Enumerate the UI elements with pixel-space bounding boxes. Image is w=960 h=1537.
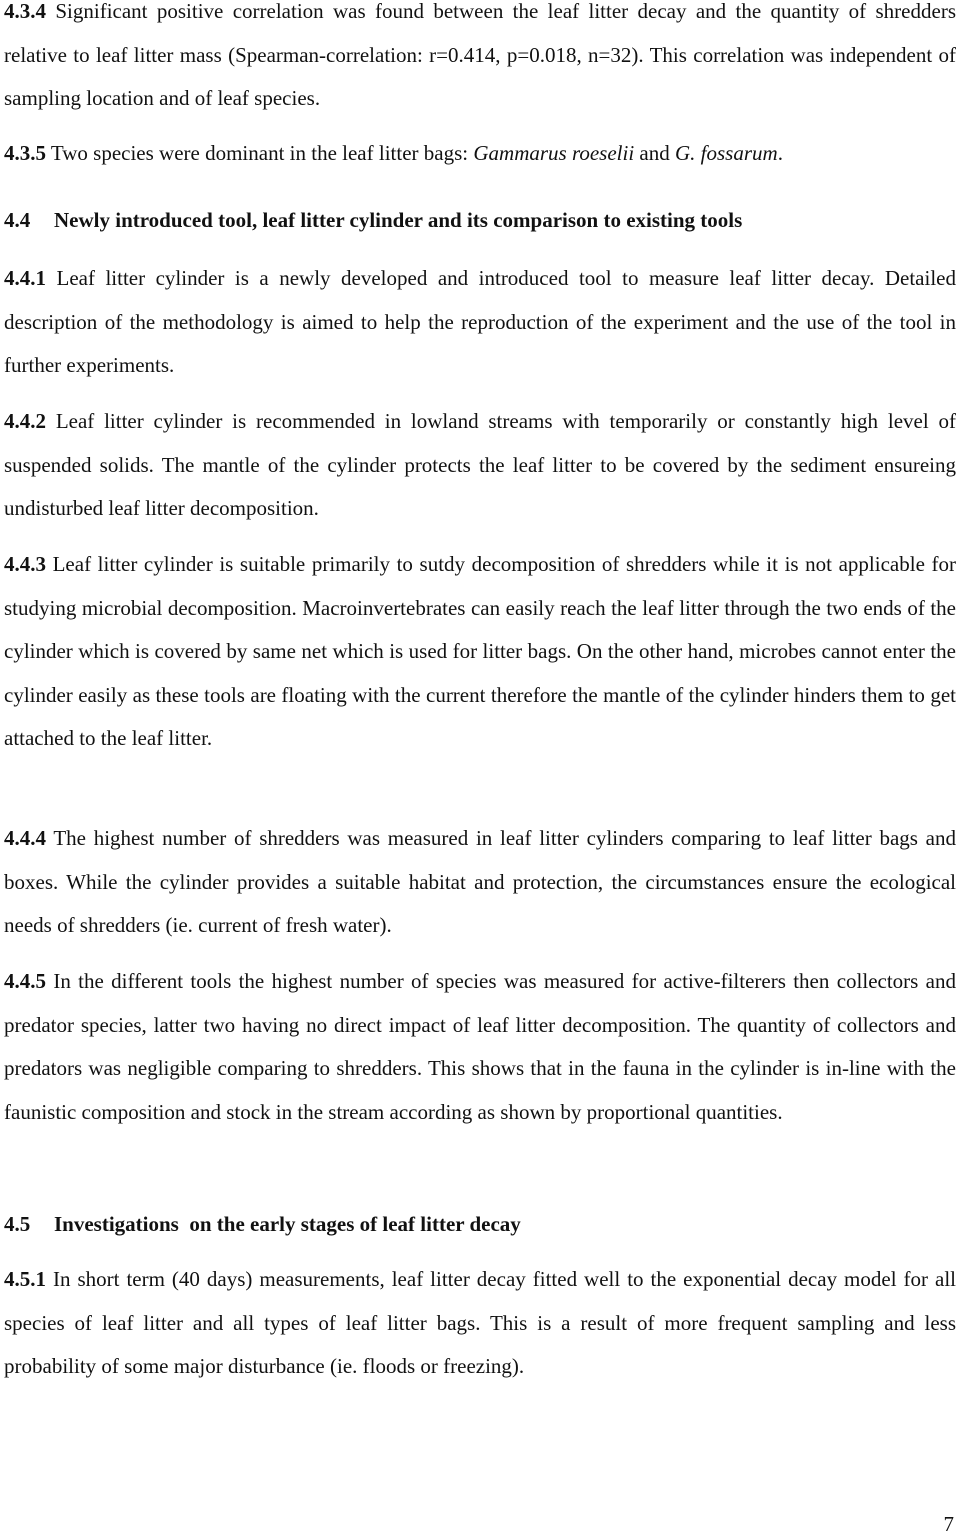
- paragraph-text: Leaf litter cylinder is suitable primarily to sutdy decomposition of shredders while it is not applicable for studying microbial decomposition. Macroinvertebrates can easily reach the leaf litter through the two ends of the cylinder which is covered by same net which is used for litter bags. On the other hand, microbes cannot enter the cylinder easily as these tools are floating with the current therefore the mantle of the cylinder hinders them to get attached to the leaf litter.: [4, 552, 956, 750]
- species-name: G. fossarum: [675, 141, 778, 165]
- section-heading-4-4: [4, 199, 956, 243]
- paragraph-text: .: [777, 141, 783, 165]
- paragraph-text: Leaf litter cylinder is recommended in lowland streams with temporarily or constantly high level of suspended solids. The mantle of the cylinder protects the leaf litter to be covered by the sediment ensureing undisturbed leaf litter decomposition.: [4, 409, 956, 520]
- paragraph-4-4-5: [4, 960, 956, 1134]
- section-number: 4.4.2: [4, 409, 46, 433]
- paragraph-text: The highest number of shredders was measured in leaf litter cylinders comparing to leaf litter bags and boxes. While the cylinder provides a suitable habitat and protection, the circumstances ensure the ecological needs of shredders (ie. current of fresh water).: [4, 826, 956, 937]
- page-number: 7: [943, 1512, 954, 1536]
- section-number: 4.3.5: [4, 141, 46, 165]
- paragraph-4-3-4: [4, 0, 956, 121]
- paragraph-text: Two species were dominant in the leaf litter bags:: [46, 141, 474, 165]
- section-number: 4.5.1: [4, 1267, 46, 1291]
- paragraph-text: Leaf litter cylinder is a newly developed and introduced tool to measure leaf litter decay. Detailed description of the methodology is aimed to help the reproduction of the experiment and the use of the tool in further experiments.: [4, 266, 956, 377]
- paragraph-text: In short term (40 days) measurements, leaf litter decay fitted well to the exponential decay model for all species of leaf litter and all types of leaf litter bags. This is a result of more frequent sampling and less probability of some major disturbance (ie. floods or freezing).: [4, 1267, 956, 1378]
- section-number: 4.4.3: [4, 552, 46, 576]
- paragraph-4-4-1: [4, 257, 956, 388]
- section-number: 4.4: [4, 208, 31, 232]
- paragraph-4-3-5: [4, 132, 956, 176]
- paragraph-text: and: [634, 141, 675, 165]
- section-number: 4.4.4: [4, 826, 46, 850]
- paragraph-4-4-3: [4, 543, 956, 761]
- section-title: Investigations on the early stages of leaf litter decay: [54, 1212, 521, 1236]
- section-title: Newly introduced tool, leaf litter cylinder and its comparison to existing tools: [54, 208, 743, 232]
- species-name: Gammarus roeselii: [473, 141, 635, 165]
- section-heading-4-5: [4, 1203, 956, 1247]
- paragraph-4-4-2: [4, 400, 956, 531]
- section-number: 4.3.4: [4, 0, 46, 23]
- paragraph-text: In the different tools the highest number of species was measured for active-filterers then collectors and predator species, latter two having no direct impact of leaf litter decomposition. The quantity of collectors and predators was negligible comparing to shredders. This shows that in the fauna in the cylinder is in-line with the faunistic composition and stock in the stream according as shown by proportional quantities.: [4, 969, 956, 1124]
- paragraph-4-5-1: [4, 1258, 956, 1389]
- paragraph-text: Significant positive correlation was found between the leaf litter decay and the quantity of shredders relative to leaf litter mass (Spearman-correlation: r=0.414, p=0.018, n=32). This correlation was independent of sampling location and of leaf species.: [4, 0, 956, 110]
- section-number: 4.4.5: [4, 969, 46, 993]
- section-number: 4.5: [4, 1212, 31, 1236]
- section-number: 4.4.1: [4, 266, 46, 290]
- paragraph-4-4-4: [4, 817, 956, 948]
